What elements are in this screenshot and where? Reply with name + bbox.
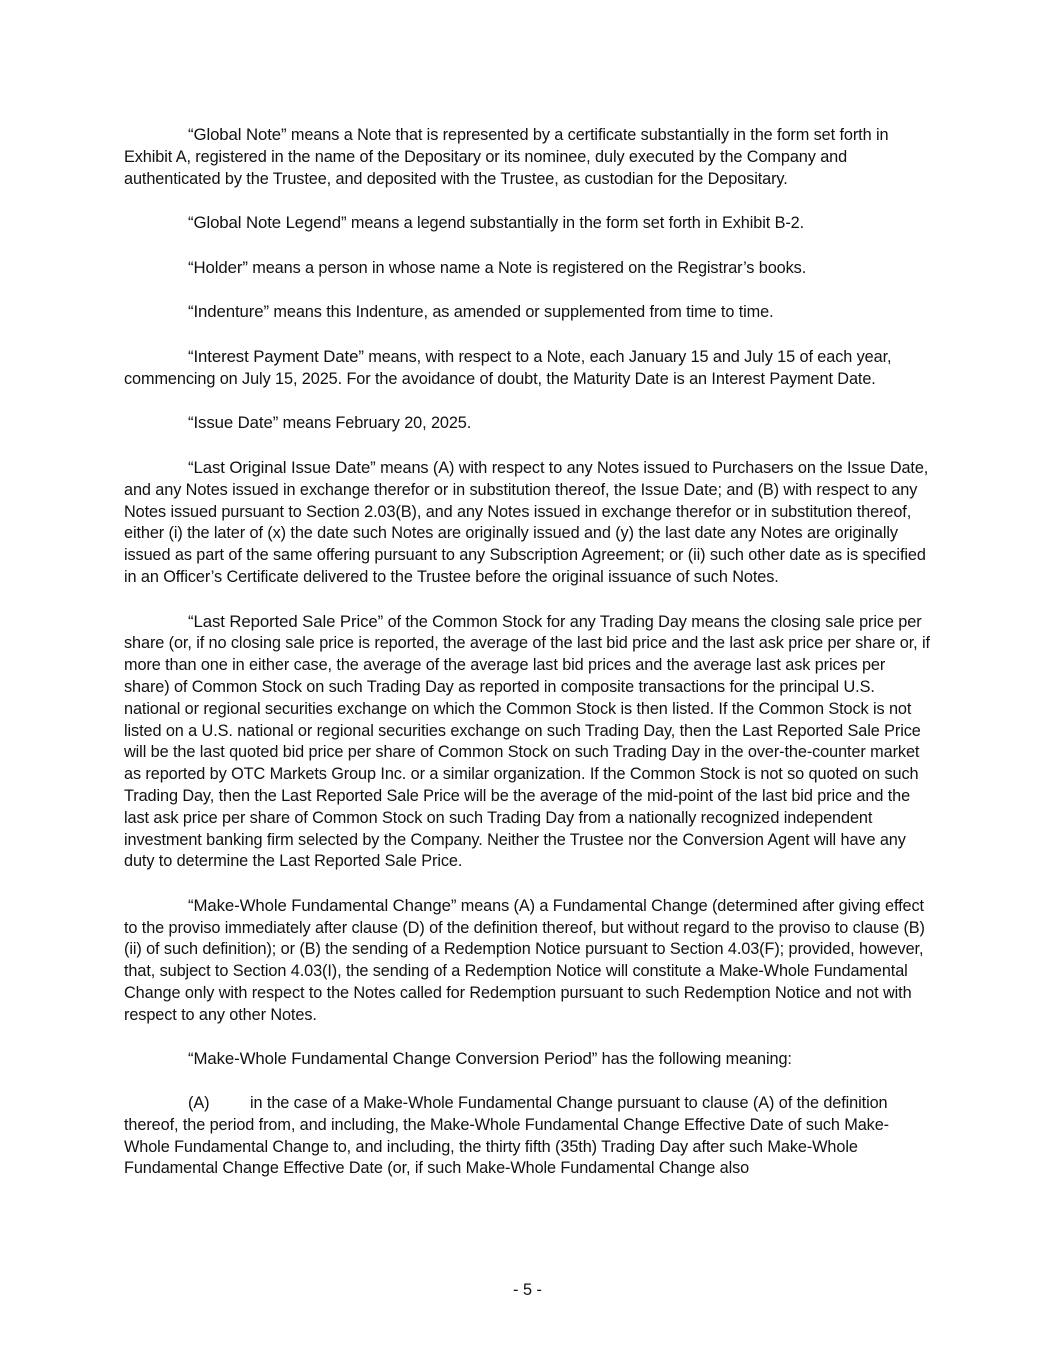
defined-term: “Interest Payment Date” <box>188 346 364 366</box>
defined-term: “Make-Whole Fundamental Change Conversion Period” <box>188 1049 598 1069</box>
subclause-label: (A) <box>188 1094 210 1113</box>
definition-text: of the Common Stock for any Trading Day means the closing sale price per share (or, if no closing sale price is reported, the average of the last bid price and the last ask price per share or, if more than one in either case, the average of the average last bid prices and the average last ask prices per share) of Common Stock on such Trading Day as reported in composite transactions for the principal U.S. national or regional securities exchange on which the Common Stock is then listed. If the Common Stock is not listed on a U.S. national or regional securities exchange on such Trading Day, then the Last Reported Sale Price will be the last quoted bid price per share of Common Stock on such Trading Day in the over-the-counter market as reported by OTC Markets Group Inc. or a similar organization. If the Common Stock is not so quoted on such Trading Day, then the Last Reported Sale Price will be the average of the mid-point of the last bid price and the last ask price per share of Common Stock on such Trading Day from a nationally recognized independent investment banking firm selected by the Company. Neither the Trustee nor the Conversion Agent will have any duty to determine the Last Reported Sale Price. <box>124 612 930 871</box>
definition-text: means (A) a Fundamental Change (determined after giving effect to the proviso immediately after clause (D) of the definition thereof, but without regard to the proviso to clause (B)(ii) of such definition); or (B) the sending of a Redemption Notice pursuant to Section 4.03(F); provided, however, that, subject to Section 4.03(I), the sending of a Redemption Notice will constitute a Make-Whole Fundamental Change only with respect to the Notes called for Redemption pursuant to such Redemption Notice and not with respect to any other Notes. <box>124 896 925 1024</box>
definition-last-reported-sale-price <box>124 611 934 874</box>
definition-text: has the following meaning: <box>597 1050 792 1069</box>
document-page <box>124 124 934 1202</box>
definition-text: means (A) with respect to any Notes issued to Purchasers on the Issue Date, and any Notes issued in exchange therefor or in substitution thereof, the Issue Date; and (B) with respect to any Notes issued pursuant to Section 2.03(B), and any Notes issued in exchange therefor or in substitution thereof, either (i) the later of (x) the date such Notes are originally issued and (y) the last date any Notes are originally issued as part of the same offering pursuant to any Subscription Agreement; or (ii) such other date as is specified in an Officer’s Certificate delivered to the Trustee before the original issuance of such Notes. <box>124 458 929 586</box>
definition-issue-date <box>124 412 934 435</box>
definition-global-note-legend <box>124 212 934 235</box>
subclause-a <box>124 1093 934 1180</box>
page-number: - 5 - <box>513 1281 542 1299</box>
definition-text: means a person in whose name a Note is registered on the Registrar’s books. <box>247 258 807 277</box>
definition-text: means a legend substantially in the form set forth in Exhibit B-2. <box>346 214 805 233</box>
definition-global-note <box>124 124 934 190</box>
defined-term: “Last Original Issue Date” <box>188 457 376 477</box>
definition-indenture <box>124 301 934 324</box>
defined-term: “Last Reported Sale Price” <box>188 611 384 631</box>
defined-term: “Make-Whole Fundamental Change” <box>188 895 457 915</box>
definition-text: means a Note that is represented by a certificate substantially in the form set forth in Exhibit A, registered in the name of the Depositary or its nominee, duly executed by the Company and authenticated by the Trustee, and deposited with the Trustee, as custodian for the Depositary. <box>124 126 889 188</box>
subclause-text: in the case of a Make-Whole Fundamental Change pursuant to clause (A) of the definition thereof, the period from, and including, the Make-Whole Fundamental Change Effective Date of such Make-Whole Fundamental Change to, and including, the thirty fifth (35th) Trading Day after such Make-Whole Fundamental Change Effective Date (or, if such Make-Whole Fundamental Change also <box>124 1094 889 1178</box>
definition-holder <box>124 257 934 280</box>
defined-term: “Issue Date” <box>188 413 279 433</box>
definition-text: means February 20, 2025. <box>278 414 472 433</box>
defined-term: “Indenture” <box>188 302 269 322</box>
defined-term: “Global Note” <box>188 125 287 144</box>
definition-make-whole-fundamental-change <box>124 895 934 1027</box>
definition-make-whole-conversion-period <box>124 1048 934 1071</box>
defined-term: “Global Note Legend” <box>188 213 347 233</box>
definition-text: means, with respect to a Note, each January 15 and July 15 of each year, commencing on July 15, 2025. For the avoidance of doubt, the Maturity Date is an Interest Payment Date. <box>124 347 892 388</box>
definition-interest-payment-date <box>124 346 934 391</box>
defined-term: “Holder” <box>188 257 248 277</box>
definition-text: means this Indenture, as amended or supplemented from time to time. <box>269 303 774 322</box>
definition-last-original-issue-date <box>124 457 934 589</box>
